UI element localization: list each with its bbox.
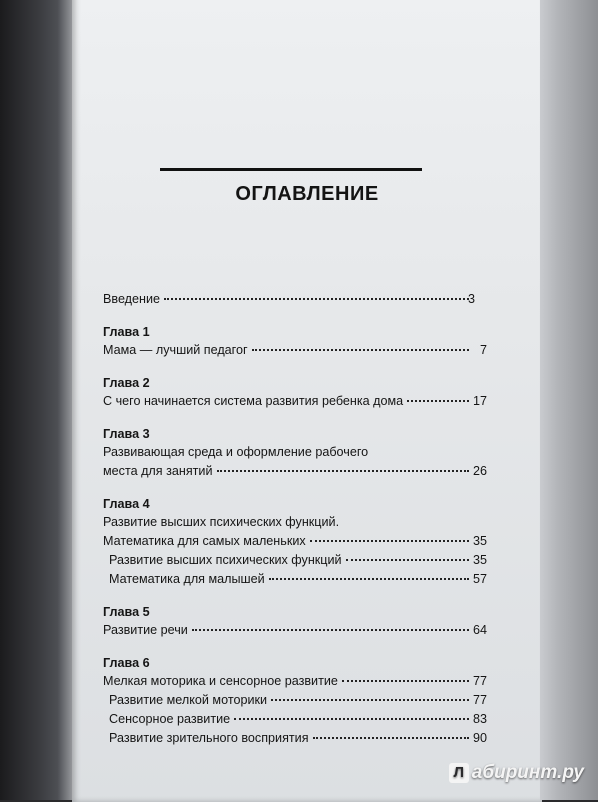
chapter-heading: Глава 5 (103, 605, 150, 619)
chapter-heading: Глава 3 (103, 427, 150, 441)
toc-entry (103, 623, 487, 642)
toc-entry-label: Математика для малышей (109, 572, 265, 586)
toc-entry-label: Развитие мелкой моторики (109, 693, 268, 707)
toc-subentry (103, 572, 487, 591)
toc-page-number: 77 (472, 674, 487, 688)
page-edge (540, 0, 598, 800)
page-title: ОГЛАВЛЕНИЕ (235, 183, 379, 205)
toc-subentry (103, 553, 487, 572)
toc-entry-intro (103, 292, 487, 311)
toc-entry-label: Развитие речи (103, 623, 188, 637)
watermark (449, 762, 584, 784)
leader-dots (313, 737, 469, 739)
toc-page-number: 26 (472, 464, 487, 478)
leader-dots (342, 680, 469, 682)
title-rule (160, 168, 422, 171)
toc-page-number: 35 (472, 553, 487, 567)
toc-subentry (103, 731, 487, 750)
toc-subentry (103, 693, 487, 712)
toc-page-number: 17 (472, 394, 487, 408)
toc-entry-label: Математика для самых маленьких (103, 534, 306, 548)
toc-entry-label: Мама — лучший педагог (103, 343, 248, 357)
toc-subentry (103, 712, 487, 731)
toc-entry-label: Развитие зрительного восприятия (109, 731, 309, 745)
toc-entry (103, 674, 487, 693)
toc-page-number: 77 (472, 693, 487, 707)
leader-dots (192, 629, 469, 631)
toc-entry-line: Развитие высших психических функций. (103, 515, 340, 529)
toc-entry-label: места для занятий (103, 464, 213, 478)
leader-dots (407, 400, 469, 402)
leader-dots (346, 559, 469, 561)
chapter-heading: Глава 6 (103, 656, 150, 670)
leader-dots (164, 298, 469, 300)
leader-dots (310, 540, 469, 542)
leader-dots (271, 699, 469, 701)
toc-page-number: 90 (472, 731, 487, 745)
leader-dots (234, 718, 469, 720)
table-of-contents (103, 292, 487, 750)
toc-entry-label: Сенсорное развитие (109, 712, 231, 726)
toc-entry-label: С чего начинается система развития ребенка дома (103, 394, 404, 408)
toc-page-number: 83 (472, 712, 487, 726)
toc-entry (103, 464, 487, 483)
leader-dots (252, 349, 469, 351)
leader-dots (269, 578, 469, 580)
toc-page-number: 7 (479, 343, 487, 357)
leader-dots (217, 470, 469, 472)
labirint-logo-icon: Л (449, 763, 469, 783)
toc-entry-label: Развитие высших психических функций (109, 553, 342, 567)
toc-entry (103, 343, 487, 362)
chapter-heading: Глава 2 (103, 376, 150, 390)
chapter-heading: Глава 1 (103, 325, 150, 339)
watermark-text: абиринт.ру (471, 762, 584, 783)
toc-entry-label: Мелкая моторика и сенсорное развитие (103, 674, 338, 688)
toc-page-number: 3 (467, 292, 475, 306)
chapter-heading: Глава 4 (103, 497, 150, 511)
toc-entry-line: Развивающая среда и оформление рабочего (103, 445, 369, 459)
toc-entry (103, 394, 487, 413)
toc-page-number: 35 (472, 534, 487, 548)
toc-entry-label: Введение (103, 292, 161, 306)
toc-page-number: 57 (472, 572, 487, 586)
toc-entry (103, 534, 487, 553)
toc-page-number: 64 (472, 623, 487, 637)
